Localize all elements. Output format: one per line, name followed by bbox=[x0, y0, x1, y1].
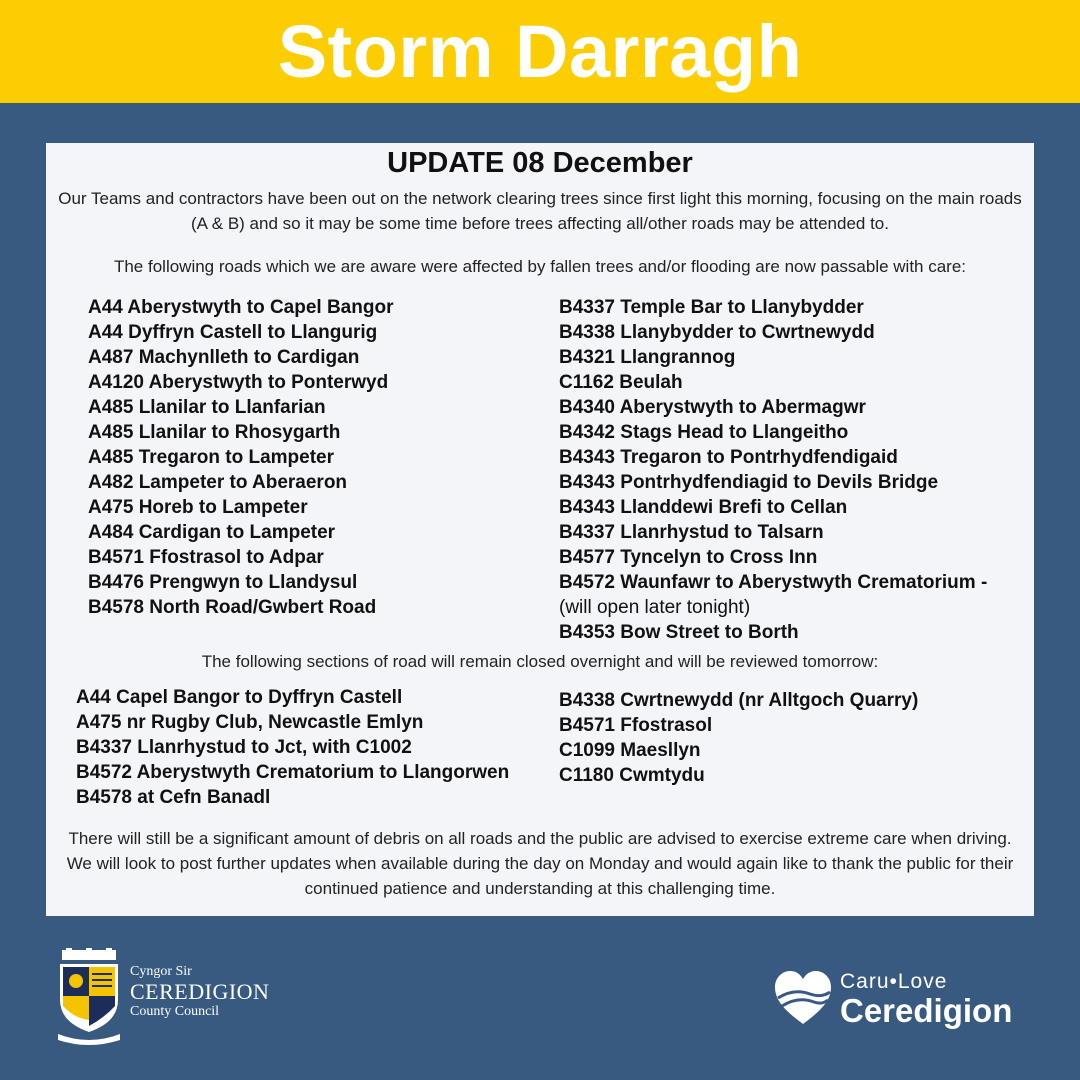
update-title: UPDATE 08 December bbox=[387, 147, 693, 179]
list-item: B4572 Waunfawr to Aberystwyth Crematorium - bbox=[559, 572, 988, 593]
list-item: B4343 Tregaron to Pontrhydfendigaid bbox=[559, 447, 898, 468]
council-name bbox=[130, 964, 269, 1020]
list-item: A4120 Aberystwyth to Ponterwyd bbox=[88, 372, 389, 393]
list-item: B4343 Llanddewi Brefi to Cellan bbox=[559, 497, 848, 518]
list-item: A487 Machynlleth to Cardigan bbox=[88, 347, 360, 368]
list-item: C1099 Maesllyn bbox=[559, 740, 701, 761]
list-item: A44 Aberystwyth to Capel Bangor bbox=[88, 297, 394, 318]
closed-intro: The following sections of road will remain closed overnight and will be reviewed tomorrow: bbox=[201, 652, 879, 671]
list-item: B4343 Pontrhydfendiagid to Devils Bridge bbox=[559, 472, 939, 493]
list-item: B4571 Ffostrasol to Adpar bbox=[88, 547, 324, 568]
update-panel bbox=[46, 143, 1034, 916]
list-item: A485 Llanilar to Llanfarian bbox=[88, 397, 326, 418]
caru-love-ceredigion-logo bbox=[774, 968, 1024, 1038]
council-line-3: County Council bbox=[130, 1004, 220, 1019]
list-item: A475 Horeb to Lampeter bbox=[88, 497, 308, 518]
list-item: B4353 Bow Street to Borth bbox=[559, 622, 799, 643]
list-item: B4572 Aberystwyth Crematorium to Llangorwen bbox=[76, 762, 510, 783]
list-item: B4337 Llanrhystud to Jct, with C1002 bbox=[76, 737, 412, 758]
brand-line-1: Caru•Love bbox=[840, 970, 948, 993]
list-item: A485 Llanilar to Rhosygarth bbox=[88, 422, 341, 443]
list-item: B4337 Llanrhystud to Talsarn bbox=[559, 522, 824, 543]
council-crest-icon bbox=[54, 948, 124, 1046]
list-item: A44 Capel Bangor to Dyffryn Castell bbox=[76, 687, 403, 708]
list-item: A482 Lampeter to Aberaeron bbox=[88, 472, 348, 493]
list-item: A44 Dyffryn Castell to Llangurig bbox=[88, 322, 378, 343]
list-item: B4337 Temple Bar to Llanybydder bbox=[559, 297, 864, 318]
council-logo bbox=[54, 948, 294, 1048]
banner-title: Storm Darragh bbox=[277, 9, 803, 93]
list-item: B4578 North Road/Gwbert Road bbox=[88, 597, 377, 618]
brand-line-2: Ceredigion bbox=[840, 992, 1013, 1029]
list-item: B4321 Llangrannog bbox=[559, 347, 736, 368]
list-item: B4342 Stags Head to Llangeitho bbox=[559, 422, 849, 443]
list-item: A475 nr Rugby Club, Newcastle Emlyn bbox=[76, 712, 424, 733]
list-item: C1162 Beulah bbox=[559, 372, 683, 393]
list-item: B4338 Llanybydder to Cwrtnewydd bbox=[559, 322, 875, 343]
list-item: B4578 at Cefn Banadl bbox=[76, 787, 271, 808]
list-item: A484 Cardigan to Lampeter bbox=[88, 522, 336, 543]
list-item: B4476 Prengwyn to Llandysul bbox=[88, 572, 358, 593]
list-item: A485 Tregaron to Lampeter bbox=[88, 447, 335, 468]
council-line-2: CEREDIGION bbox=[130, 979, 270, 1004]
brand-name bbox=[840, 970, 1012, 1028]
list-item: B4577 Tyncelyn to Cross Inn bbox=[559, 547, 818, 568]
list-item: B4571 Ffostrasol bbox=[559, 715, 713, 736]
list-item-note bbox=[559, 595, 987, 620]
council-line-1: Cyngor Sir bbox=[130, 964, 192, 979]
closed-roads-left-list bbox=[76, 685, 509, 810]
passable-intro: The following roads which we are aware were affected by fallen trees and/or flooding are now passable with care: bbox=[113, 257, 967, 276]
open-roads-right-list bbox=[559, 295, 987, 645]
crematorium-note: (will open later tonight) bbox=[559, 597, 751, 618]
list-item: B4338 Cwrtnewydd (nr Alltgoch Quarry) bbox=[559, 690, 919, 711]
closed-roads-right-list bbox=[559, 688, 918, 788]
closing-paragraph: There will still be a significant amount of debris on all roads and the public are advised to exercise extreme care when driving. We will look to post further updates when available during the day on Monday and would again like to thank the public for their continued patience and understanding at this challenging time. bbox=[66, 829, 1014, 898]
list-item: C1180 Cwmtydu bbox=[559, 765, 705, 786]
list-item: B4340 Aberystwyth to Abermagwr bbox=[559, 397, 866, 418]
intro-paragraph: Our Teams and contractors have been out on the network clearing trees since first light this morning, focusing on the main roads (A & B) and so it may be some time before trees affecting all/other roads may be attended to. bbox=[58, 189, 1022, 233]
open-roads-left-list bbox=[88, 295, 393, 620]
heart-icon bbox=[774, 970, 832, 1026]
header-banner bbox=[0, 0, 1080, 103]
